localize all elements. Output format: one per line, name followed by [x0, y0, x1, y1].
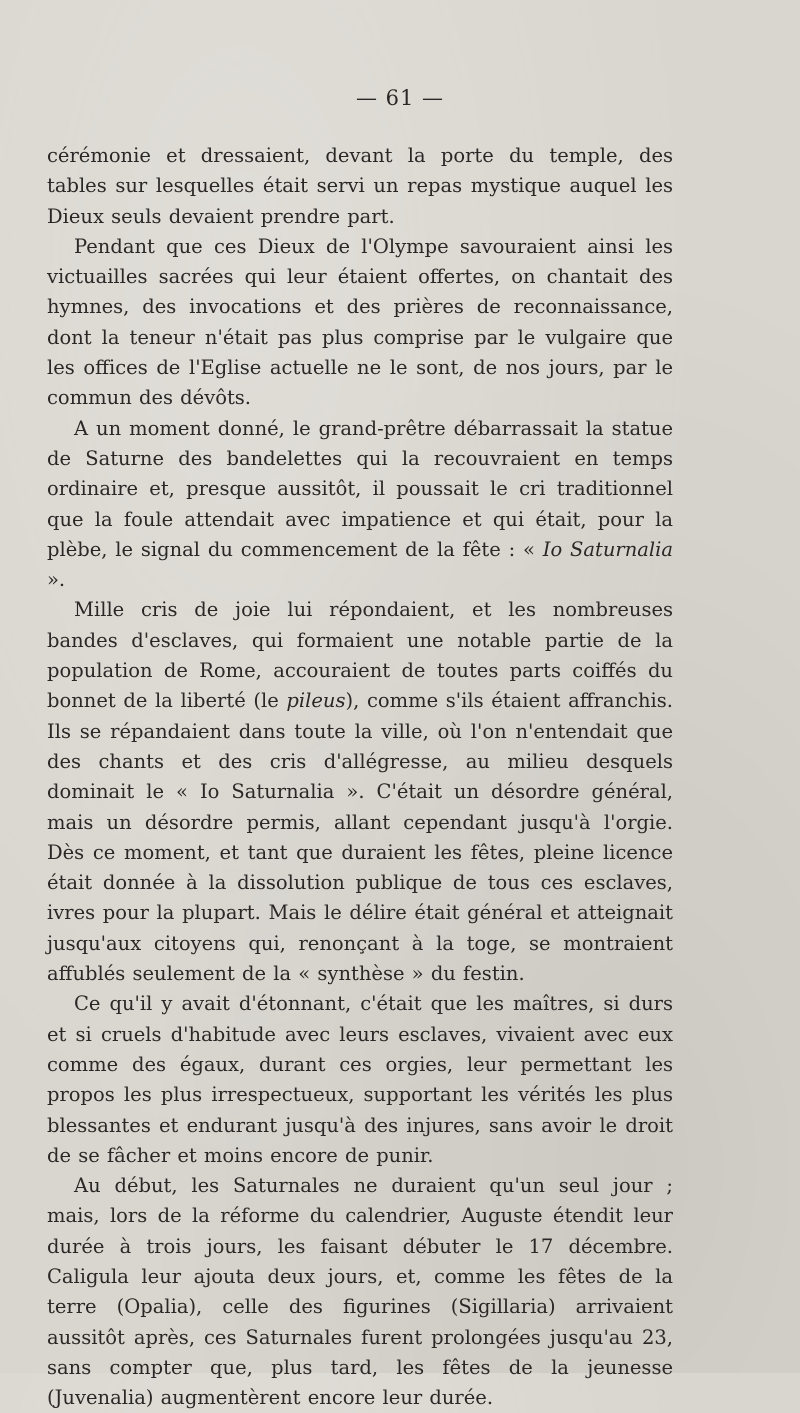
text-run: A un moment donné, le grand-prêtre débarrassait la statue de Saturne des bandelettes qui la recouvraient en temps ordinaire et, presque aussitôt, il poussait le cri traditionnel que la foule attendait avec impatience et qui était, pour la plèbe, le signal du commencement de la fête : «: [47, 416, 673, 561]
paragraph: [47, 989, 673, 1171]
paragraph: [47, 414, 673, 596]
text-run: Au début, les Saturnales ne duraient qu'un seul jour ; mais, lors de la réforme du calendrier, Auguste étendit leur durée à trois jours, les faisant débuter le 17 décembre. Caligula leur ajouta deux jours, et, comme les fêtes de la terre (Opalia), celle des figurines (Sigillaria) arrivaient aussitôt après, ces Saturnales furent prolongées jusqu'au 23, sans compter que, plus tard, les fêtes de la jeunesse (Juvenalia) augmentèrent encore leur durée.: [47, 1174, 673, 1410]
body-text: [47, 141, 673, 1413]
text-run: ), comme s'ils étaient affranchis. Ils se répandaient dans toute la ville, où l'on n'entendait que des chants et des cris d'allégresse, au milieu desquels dominait le « Io Saturnalia ». C'était un désordre général, mais un désordre permis, allant cependant jusqu'à l'orgie. Dès ce moment, et tant que duraient les fêtes, pleine licence était donnée à la dissolution publique de tous ces esclaves, ivres pour la plupart. Mais le délire était général et atteignait jusqu'aux citoyens qui, renonçant à la toge, se montraient affublés seulement de la « synthèse » du festin.: [47, 689, 673, 986]
text-run: Ce qu'il y avait d'étonnant, c'était que les maîtres, si durs et si cruels d'habitude avec leurs esclaves, vivaient avec eux comme des égaux, durant ces orgies, leur permettant les propos les plus irrespectueux, supportant les vérités les plus blessantes et endurant jusqu'à des injures, sans avoir le droit de se fâcher et moins encore de punir.: [47, 992, 673, 1167]
paragraph: [47, 595, 673, 989]
italic-text: pileus: [286, 689, 346, 713]
paragraph: [47, 141, 673, 232]
text-run: Mille cris de joie lui répondaient, et les nombreuses bandes d'esclaves, qui formaient une notable partie de la population de Rome, accouraient de toutes parts coiffés du bonnet de la liberté (le: [47, 598, 673, 713]
page-number: — 61 —: [355, 86, 445, 110]
text-run: Pendant que ces Dieux de l'Olympe savouraient ainsi les victuailles sacrées qui leur étaient offertes, on chantait des hymnes, des invocations et des prières de reconnaissance, dont la teneur n'était pas plus comprise par le vulgaire que les offices de l'Eglise actuelle ne le sont, de nos jours, par le commun des dévôts.: [47, 234, 673, 410]
paragraph: [47, 232, 673, 414]
paragraph: [47, 1171, 673, 1413]
text-run: cérémonie et dressaient, devant la porte du temple, des tables sur lesquelles était servi un repas mystique auquel les Dieux seuls devaient prendre part.: [47, 144, 673, 228]
text-run: ».: [47, 568, 66, 592]
italic-text: Io Saturnalia: [542, 537, 673, 561]
